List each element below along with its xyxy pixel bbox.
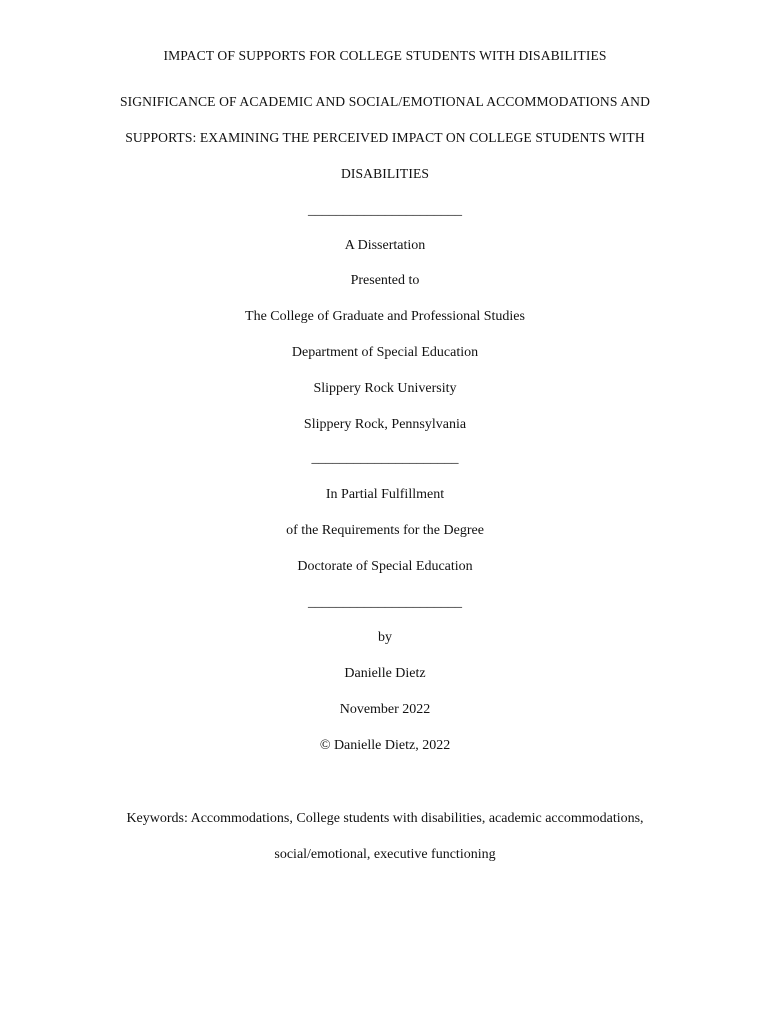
title-line-2: SUPPORTS: EXAMINING THE PERCEIVED IMPACT ON COLLEGE STUDENTS WITH [125, 130, 645, 145]
running-head: IMPACT OF SUPPORTS FOR COLLEGE STUDENTS WITH DISABILITIES [163, 48, 607, 63]
keywords-line-2: social/emotional, executive functioning [274, 847, 496, 862]
presented-to: Presented to [350, 273, 420, 288]
title-line-3: DISABILITIES [340, 166, 430, 181]
fulfillment-line-2: of the Requirements for the Degree [286, 523, 484, 538]
department-name: Department of Special Education [291, 345, 479, 360]
separator-line-2: _____________________ [311, 451, 459, 466]
college-name: The College of Graduate and Professional Studies [245, 309, 525, 324]
university-name: Slippery Rock University [313, 381, 457, 396]
separator-line-1: ______________________ [308, 203, 462, 218]
copyright-notice: © Danielle Dietz, 2022 [319, 738, 451, 753]
title-line-1: SIGNIFICANCE OF ACADEMIC AND SOCIAL/EMOTIONAL ACCOMMODATIONS AND [119, 94, 651, 109]
separator-line-3: ______________________ [308, 595, 462, 610]
submission-date: November 2022 [339, 702, 431, 717]
by-label: by [378, 630, 392, 645]
document-type: A Dissertation [344, 238, 426, 253]
author-name: Danielle Dietz [344, 666, 426, 681]
fulfillment-line-1: In Partial Fulfillment [325, 487, 445, 502]
university-location: Slippery Rock, Pennsylvania [303, 417, 467, 432]
keywords-line-1: Keywords: Accommodations, College students with disabilities, academic accommodations, [126, 811, 644, 826]
degree-name: Doctorate of Special Education [297, 559, 473, 574]
